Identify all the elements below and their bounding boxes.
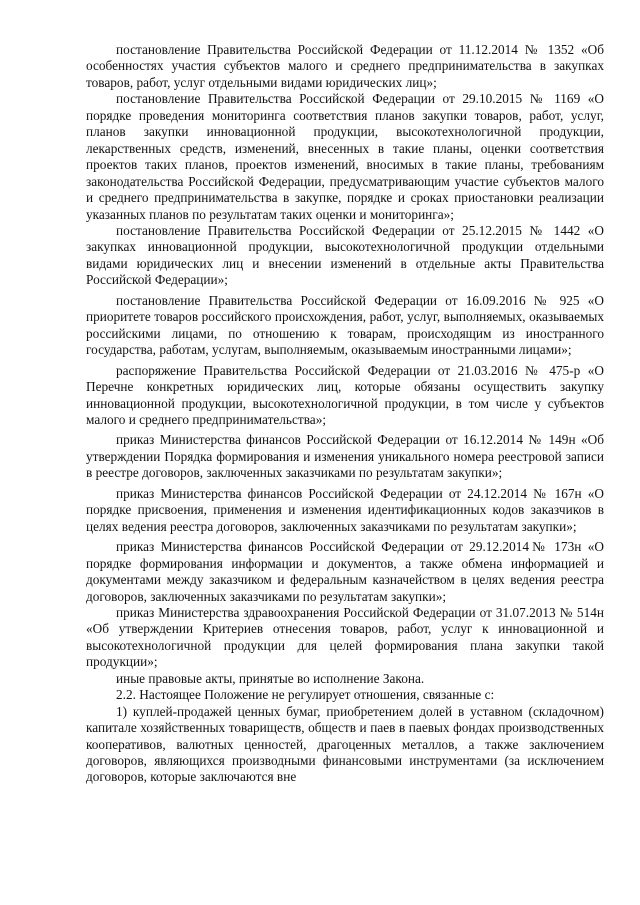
document-body [86, 42, 604, 786]
paragraph-resolution-1169: постановление Правительства Российской Федерации от 29.10.2015 № 1169 «О порядке проведения мониторинга соответствия планов закупки товаров, работ, услуг, планов закупки инновационной продукции, высокотехнологичной продукции, лекарственных средств, изменений, внесенных в такие планы, оценки соответствия проектов таких планов, проектов изменений, вносимых в такие планы, требованиям законодательства Российской Федерации, предусматривающим участие субъектов малого и среднего предпринимательства в закупке, порядке и сроках приостановки реализации указанных планов по результатам таких оценки и мониторинга»; [86, 91, 604, 222]
paragraph-order-149n: приказ Министерства финансов Российской Федерации от 16.12.2014 № 149н «Об утверждении Порядка формирования и изменения уникального номера реестровой записи в реестре договоров, заключенных заказчиками по результатам закупки»; [86, 432, 604, 481]
paragraph-order-173n: приказ Министерства финансов Российской Федерации от 29.12.2014№ 173н «О порядке формирования информации и документов, а также обмена информацией и документами между заказчиком и федеральным казначейством в целях ведения реестра договоров, заключенных заказчиками по результатам закупки»; [86, 539, 604, 604]
paragraph-resolution-1352: постановление Правительства Российской Федерации от 11.12.2014 № 1352 «Об особенностях участия субъектов малого и среднего предпринимательства в закупках товаров, работ, услуг отдельными видами юридических лиц»; [86, 42, 604, 90]
paragraph-item-1: 1) куплей-продажей ценных бумаг, приобретением долей в уставном (складочном) капитале хозяйственных товариществ, обществ и паев в паевых фондах производственных кооперативов, валютных ценностей, драгоценных металлов, а также заключением договоров, являющихся производными финансовыми инструментами (за исключением договоров, которые заключаются вне [86, 703, 604, 785]
paragraph-order-475r: распоряжение Правительства Российской Федерации от 21.03.2016 № 475-р «О Перечне конкретных юридических лиц, которые обязаны осуществить закупку инновационной продукции, высокотехнологичной продукции, в том числе у субъектов малого и среднего предпринимательства»; [86, 362, 604, 427]
paragraph-resolution-925: постановление Правительства Российской Федерации от 16.09.2016 № 925 «О приоритете товаров российского происхождения, работ, услуг, выполняемых, оказываемых российскими лицами, по отношению к товарам, происходящим из иностранного государства, работам, услугам, выполняемым, оказываемым иностранными лицами»; [86, 292, 604, 358]
paragraph-order-167n: приказ Министерства финансов Российской Федерации от 24.12.2014 № 167н «О порядке присвоения, применения и изменения идентификационных кодов заказчиков в целях ведения реестра договоров, заключенных заказчиками по результатам закупки»; [86, 485, 604, 534]
paragraph-resolution-1442: постановление Правительства Российской Федерации от 25.12.2015 № 1442 «О закупках инновационной продукции, высокотехнологичной продукции отдельными видами юридических лиц и внесении изменений в отдельные акты Правительства Российской Федерации»; [86, 222, 604, 288]
paragraph-other-acts: иные правовые акты, принятые во исполнение Закона. [116, 670, 425, 686]
paragraph-section-2-2: 2.2. Настоящее Положение не регулирует отношения, связанные с: [116, 687, 495, 703]
paragraph-order-514n: приказ Министерства здравоохранения Российской Федерации от 31.07.2013 № 514н «Об утверждении Критериев отнесения товаров, работ, услуг к инновационной и высокотехнологичной продукции для целей формирования плана закупки такой продукции»; [86, 604, 604, 670]
